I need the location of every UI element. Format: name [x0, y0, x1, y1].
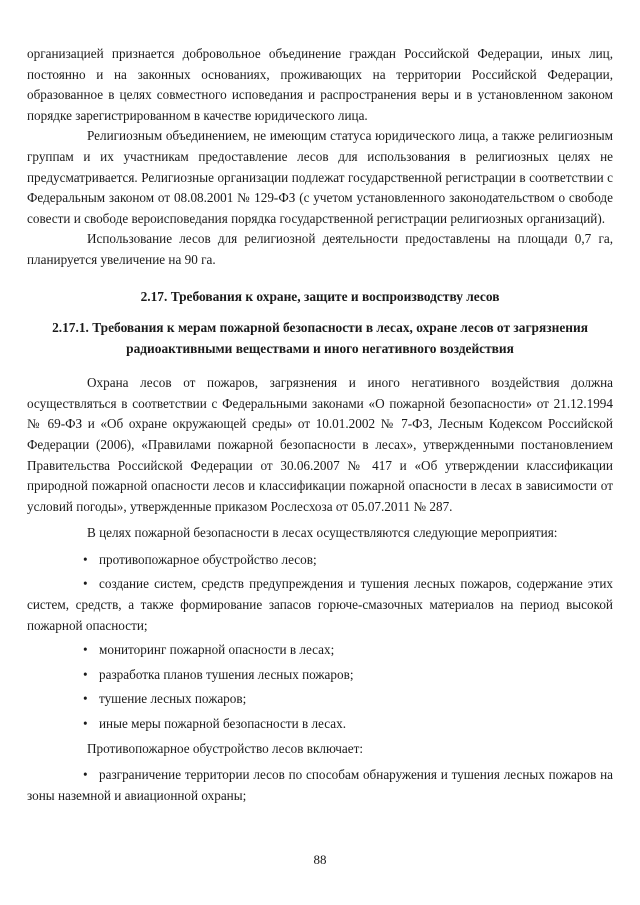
page-number: 88 [313, 852, 327, 867]
paragraph-religious-associations: Религиозным объединением, не имеющим статуса юридического лица, а также религиозным группам и их участникам предоставление лесов для использования в религиозных целях не предусматривается. Религиозные организации подлежат государственной регистрации в соответствии с Федеральным законом от 08.08.2001 № 129-ФЗ (с учетом установленного законодательством о свободе совести и свободе вероисповедания порядка государственной регистрации религиозных организаций). [27, 128, 613, 226]
bullet-icon: • [83, 716, 88, 732]
bullet-icon: • [83, 767, 88, 783]
paragraph-measures-intro: В целях пожарной безопасности в лесах осуществляются следующие мероприятия: [87, 525, 558, 541]
list-item: • противопожарное обустройство лесов; [27, 550, 613, 571]
measures-list [27, 550, 613, 735]
fire-arrangement-list [27, 765, 613, 806]
paragraph-forest-use-area: Использование лесов для религиозной деятельности предоставлены на площади 0,7 га, планируется увеличение на 90 га. [27, 231, 613, 267]
list-item: • разработка планов тушения лесных пожаров; [27, 665, 613, 686]
paragraph-forest-protection: Охрана лесов от пожаров, загрязнения и иного негативного воздействия должна осуществляться в соответствии с Федеральными законами «О пожарной безопасности» от 21.12.1994 № 69-ФЗ и «Об охране окружающей среды» от 10.01.2002 № 7-ФЗ, Лесным Кодексом Российской Федерации (2006), «Правилами пожарной безопасности в лесах», утвержденными постановлением Правительства Российской Федерации от 30.06.2007 № 417 и «Об утверждении классификации природной пожарной опасности лесов и классификации пожарной опасности в лесах в зависимости от условий погоды», утвержденные приказом Рослесхоза от 05.07.2011 № 287. [27, 375, 613, 514]
list-item: • иные меры пожарной безопасности в лесах. [27, 714, 613, 735]
list-item: • создание систем, средств предупреждения и тушения лесных пожаров, содержание этих систем, средств, а также формирование запасов горюче-смазочных материалов на период высокой пожарной опасности; [27, 576, 613, 633]
subsection-heading: 2.17.1. Требования к мерам пожарной безопасности в лесах, охране лесов от загрязнения радиоактивными веществами и иного негативного воздействия [52, 320, 588, 357]
paragraph-religious-organization: организацией признается добровольное объединение граждан Российской Федерации, иных лиц, постоянно и на законных основаниях, проживающих на территории Российской Федерации, образованное в целях совместного исповедания и распространения веры и в установленном законом порядке зарегистрированном в качестве юридического лица. [27, 46, 613, 123]
bullet-icon: • [83, 642, 88, 658]
list-item: • мониторинг пожарной опасности в лесах; [27, 640, 613, 661]
bullet-icon: • [83, 551, 88, 567]
list-item: • тушение лесных пожаров; [27, 689, 613, 710]
bullet-icon: • [83, 666, 88, 682]
paragraph-fire-arrangement-intro: Противопожарное обустройство лесов включает: [87, 740, 364, 756]
page-body [27, 44, 613, 810]
list-item: • разграничение территории лесов по способам обнаружения и тушения лесных пожаров на зоны наземной и авиационной охраны; [27, 767, 613, 803]
section-heading: 2.17. Требования к охране, защите и воспроизводству лесов [140, 288, 500, 304]
bullet-icon: • [83, 576, 88, 592]
bullet-icon: • [83, 691, 88, 707]
